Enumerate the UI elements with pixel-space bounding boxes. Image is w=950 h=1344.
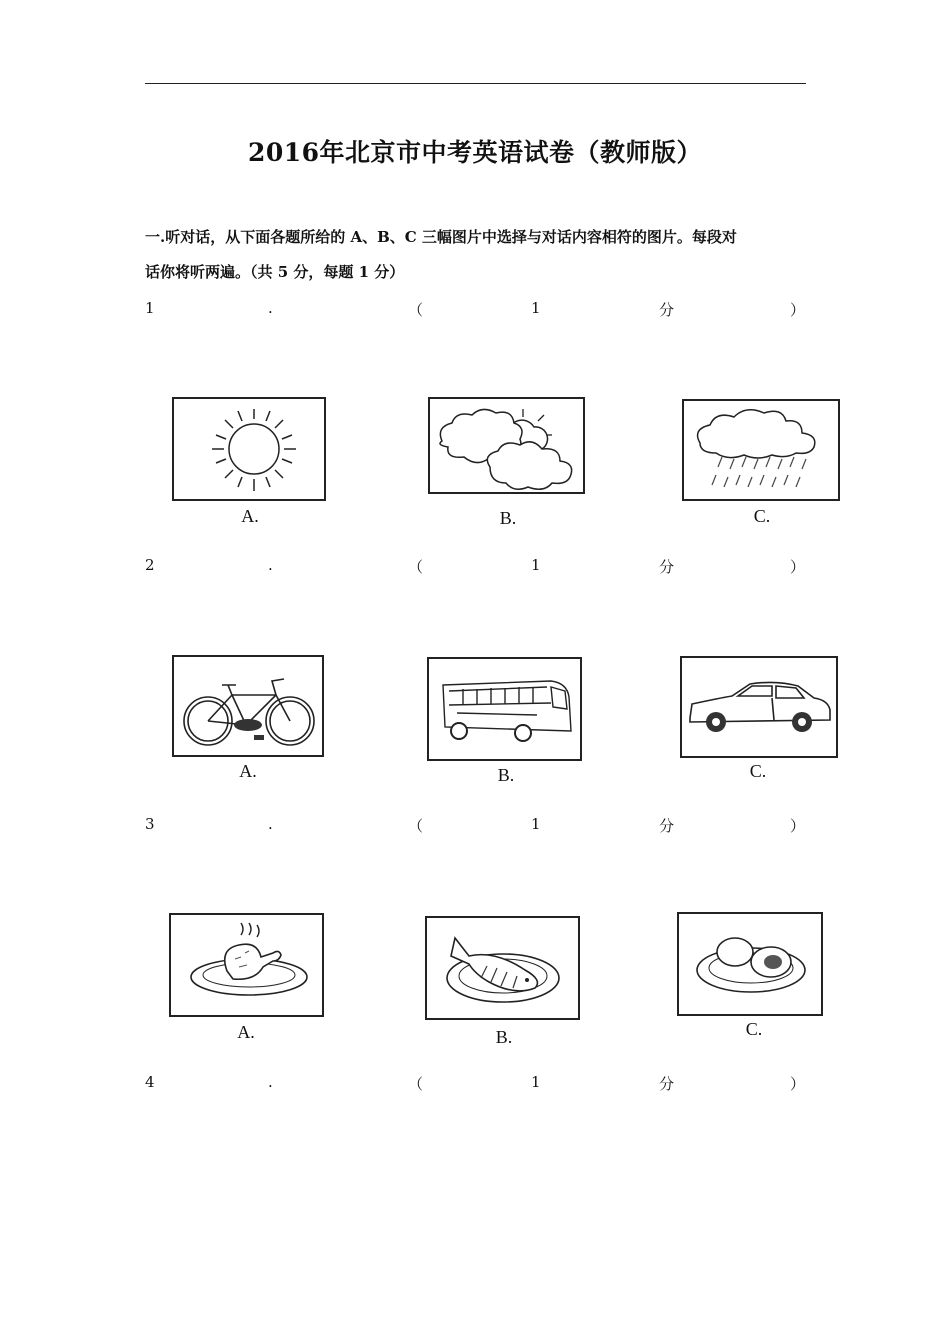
question-number: 3 (145, 815, 155, 833)
question-1-line (145, 299, 807, 319)
q1-option-a-picture[interactable] (172, 397, 326, 501)
option-label: A. (237, 1022, 255, 1042)
option-label: B. (495, 1027, 513, 1047)
page-title: 2016年北京市中考英语试卷（教师版） (247, 138, 703, 167)
car-icon (680, 656, 838, 758)
score-points: 1 (531, 815, 541, 833)
score-open-paren: （ (408, 817, 424, 835)
header-rule (145, 83, 806, 84)
score-unit: 分 (659, 1075, 675, 1093)
question-dot: . (268, 1073, 273, 1091)
question-4-line (145, 1073, 807, 1093)
q2-option-c-picture[interactable] (680, 656, 838, 758)
score-close-paren: ） (790, 558, 806, 576)
q1-option-c-picture[interactable] (682, 399, 840, 501)
section-heading-line-2: 话你将听两遍。（共 5 分，每题 1 分） (145, 263, 405, 281)
question-dot: . (268, 556, 273, 574)
option-label: A. (239, 761, 257, 781)
option-label: B. (499, 508, 517, 528)
option-label: A. (241, 506, 259, 526)
option-label: C. (745, 1019, 763, 1039)
score-close-paren: ） (790, 301, 806, 319)
q2-option-a-picture[interactable] (172, 655, 324, 757)
score-open-paren: （ (408, 1075, 424, 1093)
egg-icon (677, 912, 823, 1016)
question-3-line (145, 815, 807, 835)
score-open-paren: （ (408, 301, 424, 319)
question-dot: . (268, 299, 273, 317)
q2-option-b-picture[interactable] (427, 657, 582, 761)
question-2-line (145, 556, 807, 576)
bus-icon (427, 657, 582, 761)
fish-icon (425, 916, 580, 1020)
bicycle-icon (172, 655, 324, 757)
question-number: 2 (145, 556, 155, 574)
option-label: C. (749, 761, 767, 781)
score-unit: 分 (659, 817, 675, 835)
score-close-paren: ） (790, 1075, 806, 1093)
chicken-icon (169, 913, 324, 1017)
option-label: C. (753, 506, 771, 526)
question-dot: . (268, 815, 273, 833)
score-points: 1 (531, 556, 541, 574)
score-unit: 分 (659, 301, 675, 319)
question-number: 1 (145, 299, 155, 317)
option-label: B. (497, 765, 515, 785)
score-unit: 分 (659, 558, 675, 576)
q1-option-b-picture[interactable] (428, 397, 585, 494)
q3-option-a-picture[interactable] (169, 913, 324, 1017)
score-points: 1 (531, 1073, 541, 1091)
q3-option-c-picture[interactable] (677, 912, 823, 1016)
cloudy-icon (428, 397, 585, 494)
sun-icon (172, 397, 326, 501)
score-open-paren: （ (408, 558, 424, 576)
section-heading-line-1: 一.听对话，从下面各题所给的 A、B、C 三幅图片中选择与对话内容相符的图片。每段对 (145, 228, 737, 246)
score-points: 1 (531, 299, 541, 317)
q3-option-b-picture[interactable] (425, 916, 580, 1020)
score-close-paren: ） (790, 817, 806, 835)
question-number: 4 (145, 1073, 155, 1091)
rain-icon (682, 399, 840, 501)
